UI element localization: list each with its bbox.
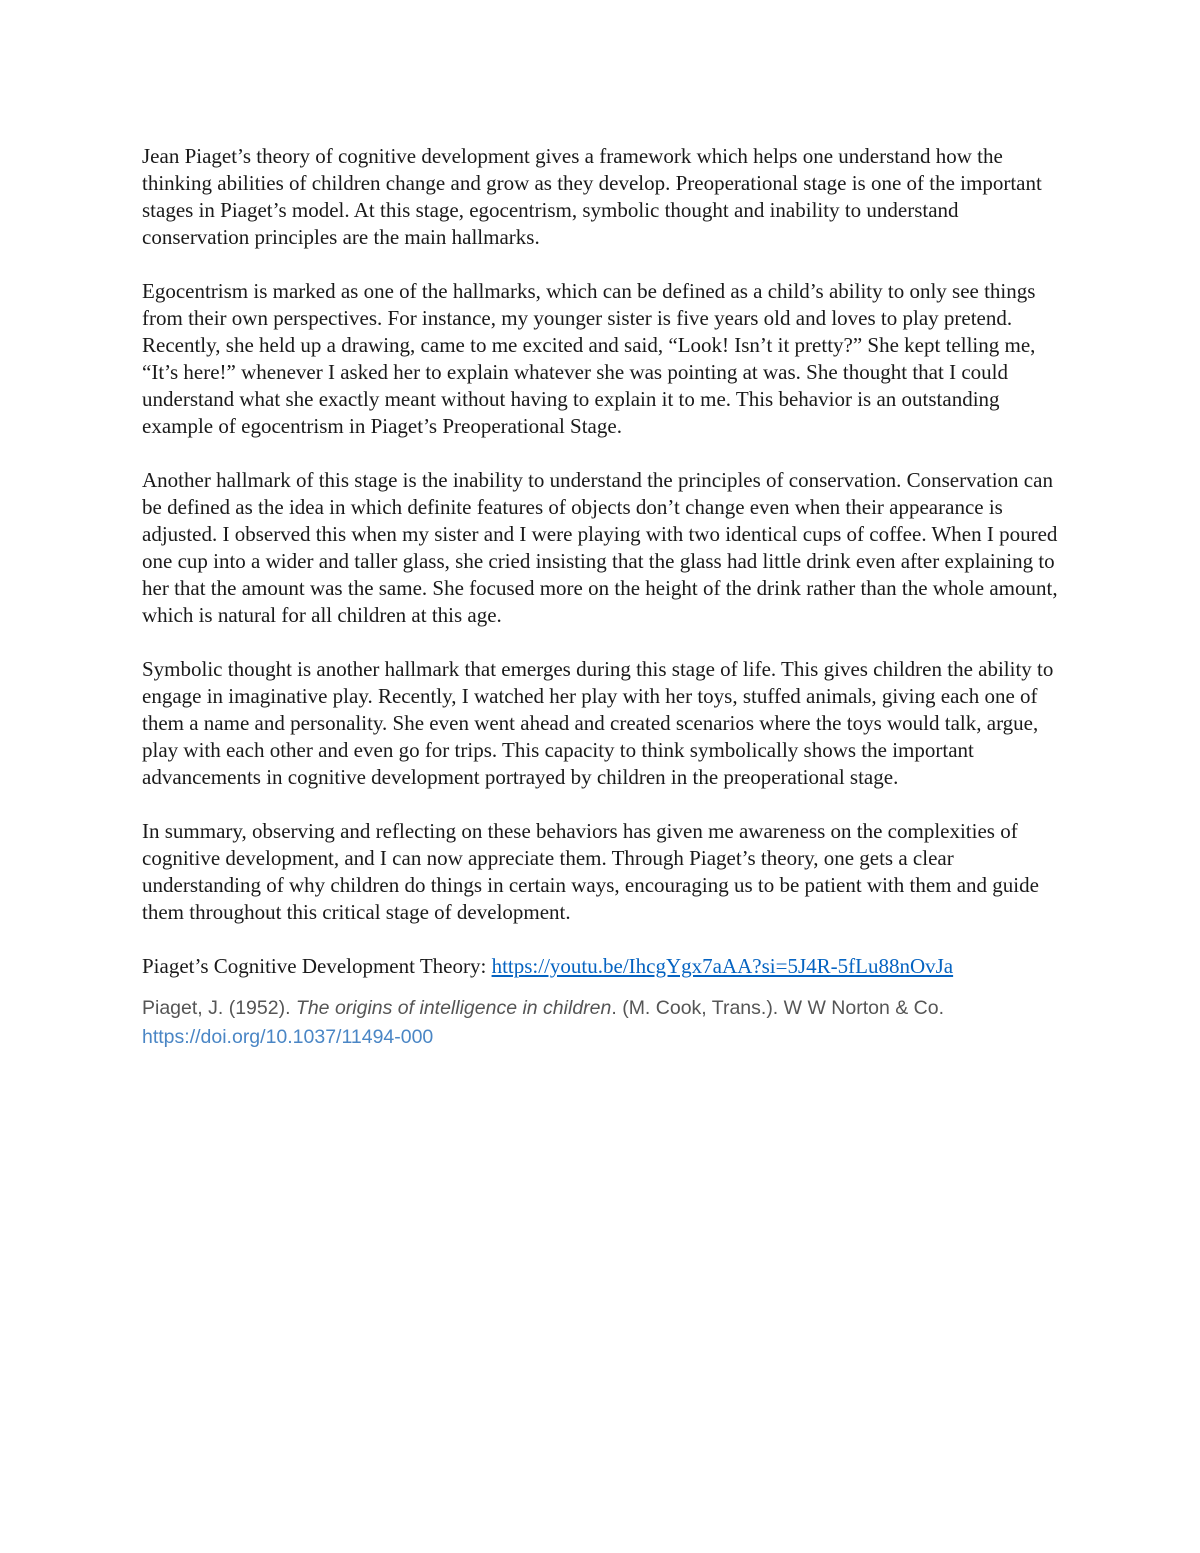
video-link[interactable]: https://youtu.be/IhcgYgx7aAA?si=5J4R-5fLu88nOvJa — [491, 954, 954, 978]
citation-title: The origins of intelligence in children — [295, 997, 612, 1019]
citation — [142, 994, 1022, 1052]
video-label: Piaget’s Cognitive Development Theory: — [142, 954, 492, 978]
document-body — [142, 143, 1064, 1052]
paragraph-egocentrism: Egocentrism is marked as one of the hallmarks, which can be defined as a child’s ability to only see things from their own perspectives. For instance, my younger sister is five years old and loves to play pretend. Recently, she held up a drawing, came to me excited and said, “Look! Isn’t it pretty?” She kept telling me, “It’s here!” whenever I asked her to explain whatever she was pointing at was. She thought that I could understand what she exactly meant without having to explain it to me. This behavior is an outstanding example of egocentrism in Piaget’s Preoperational Stage. — [142, 279, 1036, 438]
citation-author-year: Piaget, J. (1952). — [142, 997, 296, 1019]
paragraph-summary: In summary, observing and reflecting on these behaviors has given me awareness on the complexities of cognitive development, and I can now appreciate them. Through Piaget’s theory, one gets a clear understanding of why children do things in certain ways, encouraging us to be patient with them and guide them throughout this critical stage of development. — [142, 819, 1039, 924]
paragraph-symbolic-thought: Symbolic thought is another hallmark that emerges during this stage of life. This gives children the ability to engage in imaginative play. Recently, I watched her play with her toys, stuffed animals, giving each one of them a name and personality. She even went ahead and created scenarios where the toys would talk, argue, play with each other and even go for trips. This capacity to think symbolically shows the important advancements in cognitive development portrayed by children in the preoperational stage. — [142, 657, 1054, 789]
citation-title-end: . — [611, 997, 617, 1019]
citation-details: (M. Cook, Trans.). W W Norton & Co. — [616, 997, 945, 1019]
doi-link[interactable]: https://doi.org/10.1037/11494-000 — [142, 1026, 434, 1048]
paragraph-conservation: Another hallmark of this stage is the inability to understand the principles of conservation. Conservation can be defined as the idea in which definite features of objects don’t change even when their appearance is adjusted. I observed this when my sister and I were playing with two identical cups of coffee. When I poured one cup into a wider and taller glass, she cried insisting that the glass had little drink even after explaining to her that the amount was the same. She focused more on the height of the drink rather than the whole amount, which is natural for all children at this age. — [142, 468, 1058, 627]
video-reference-line — [142, 953, 1064, 980]
paragraph-intro: Jean Piaget’s theory of cognitive development gives a framework which helps one understand how the thinking abilities of children change and grow as they develop. Preoperational stage is one of the important stages in Piaget’s model. At this stage, egocentrism, symbolic thought and inability to understand conservation principles are the main hallmarks. — [142, 144, 1042, 249]
